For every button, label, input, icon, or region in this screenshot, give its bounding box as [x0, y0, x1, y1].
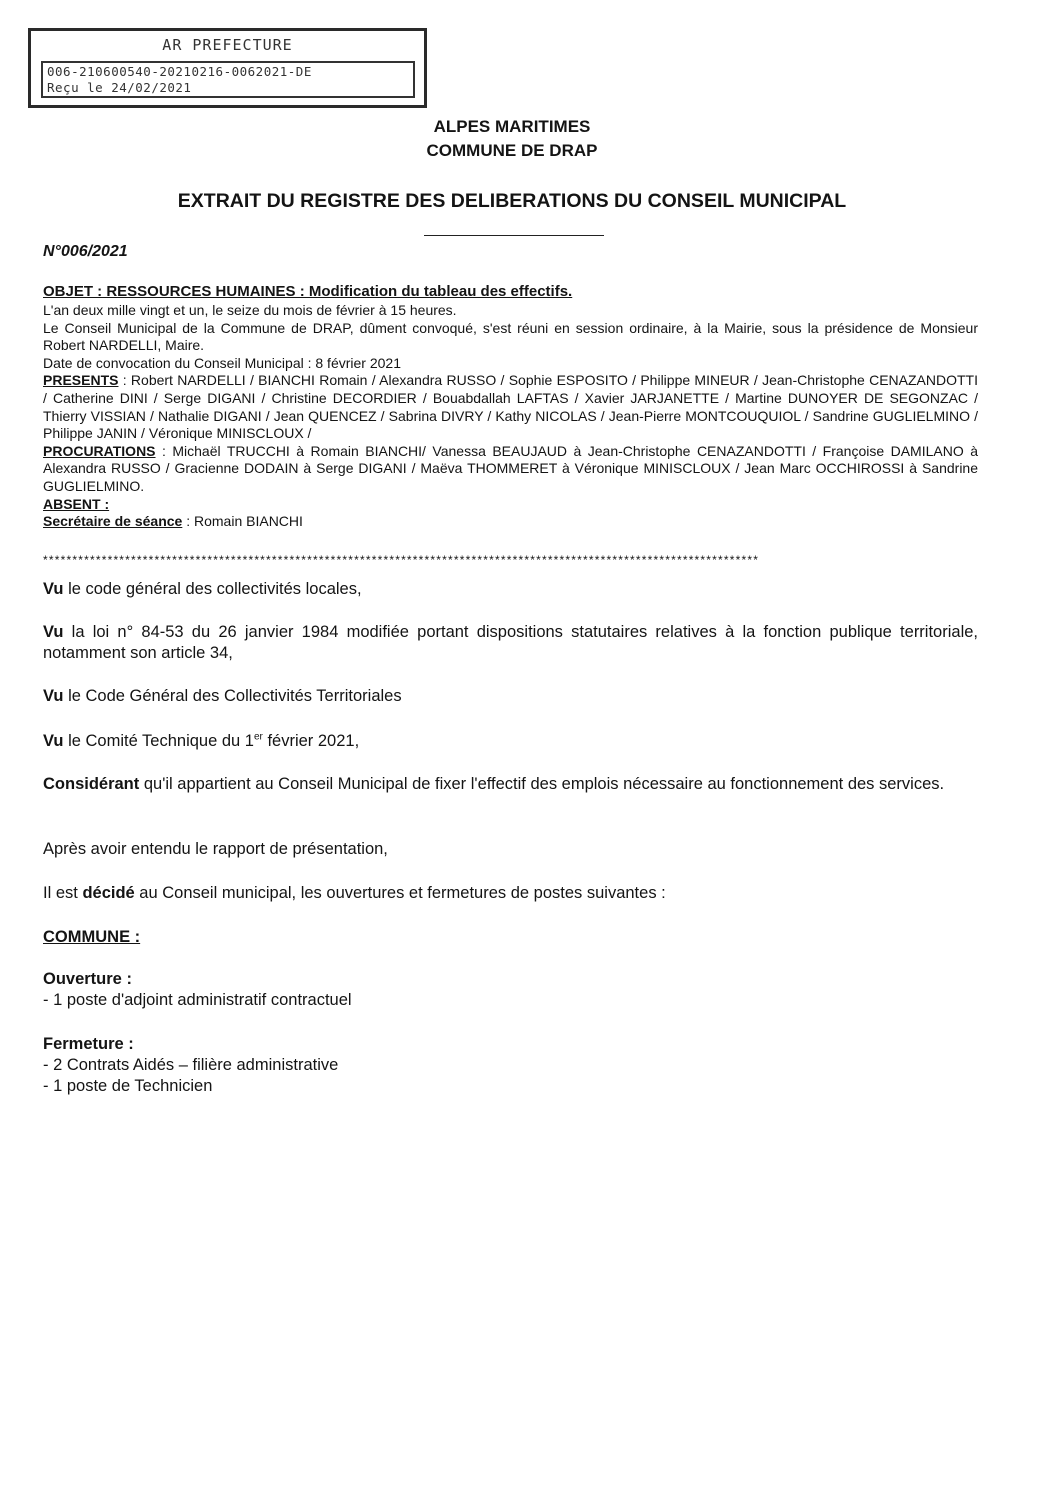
- fermeture-section: [43, 1034, 978, 1097]
- separator-line: **************************************************************************************************************************: [43, 553, 760, 567]
- presents-label: PRESENTS: [43, 372, 119, 389]
- decision-keyword: décidé: [82, 884, 135, 902]
- fermeture-item: - 1 poste de Technicien: [43, 1077, 213, 1095]
- ordinal-suffix: er: [253, 731, 263, 743]
- deliberation-number: N°006/2021: [43, 243, 128, 260]
- commune-heading: COMMUNE DE DRAP: [426, 141, 598, 160]
- decision-text: au Conseil municipal, les ouvertures et fermetures de postes suivantes :: [134, 884, 666, 902]
- ouverture-section: [43, 969, 978, 1011]
- absent-label: ABSENT :: [43, 495, 110, 512]
- procurations-label: PROCURATIONS: [43, 442, 156, 459]
- vu-keyword: Vu: [43, 687, 64, 705]
- vu-text: le code général des collectivités locales,: [63, 580, 362, 598]
- vu-paragraph-4: [43, 731, 978, 752]
- vu-keyword: Vu: [43, 580, 64, 598]
- stamp-title: AR PREFECTURE: [162, 36, 293, 54]
- considerant-keyword: Considérant: [43, 775, 140, 793]
- vu-paragraph-2: [43, 622, 978, 664]
- vu-keyword: Vu: [43, 623, 64, 641]
- vu-keyword: Vu: [43, 732, 64, 750]
- session-intro: [43, 302, 978, 531]
- vu-text-end: février 2021,: [262, 732, 360, 750]
- fermeture-item: - 2 Contrats Aidés – filière administrative: [43, 1056, 339, 1074]
- commune-section-heading: COMMUNE :: [43, 928, 141, 946]
- secretaire-label: Secrétaire de séance: [43, 513, 183, 530]
- stamp-reference: 006-210600540-20210216-0062021-DE: [47, 64, 312, 79]
- procurations-list: : Michaël TRUCCHI à Romain BIANCHI/ Vanessa BEAUJAUD à Jean-Christophe CENAZANDOTTI / Françoise DAMILANO à Alexandra RUSSO / Gracienne DODAIN à Serge DIGANI / Maëva THOMMERET à Véronique MINISCLOUX / Jean Marc OCCHIROSSI à Sandrine GUGLIELMINO.: [43, 442, 978, 494]
- vu-text: le Code Général des Collectivités Territoriales: [63, 687, 402, 705]
- decision-paragraph: [43, 883, 978, 904]
- presents-list: : Robert NARDELLI / BIANCHI Romain / Alexandra RUSSO / Sophie ESPOSITO / Philippe MINEUR / Jean-Christophe CENAZANDOTTI / Catherine DINI / Serge DIGANI / Christine DECORDIER / Bouabdallah LAFTAS / Xavier JARJANETTE / Martine DUNOYER DE SEGONZAC / Thierry VISSIAN / Nathalie DIGANI / Jean QUENCEZ / Sabrina DIVRY / Kathy NICOLAS / Jean-Pierre MONTCOUQUIOL / Sandrine GUGLIELMINO / Philippe JANIN / Véronique MINISCLOUX /: [43, 372, 978, 442]
- department-heading: ALPES MARITIMES: [433, 117, 591, 136]
- fermeture-heading: Fermeture :: [43, 1035, 134, 1053]
- stamp-reference-box: [41, 61, 415, 98]
- prefecture-stamp: [28, 28, 427, 108]
- decision-pre: Il est: [43, 884, 83, 902]
- title-divider: [424, 235, 604, 236]
- vu-paragraph-3: [43, 686, 978, 707]
- secretaire-line: [43, 513, 978, 531]
- session-convocation: Le Conseil Municipal de la Commune de DRAP, dûment convoqué, s'est réuni en session ordinaire, à la Mairie, sous la présidence de Monsieur Robert NARDELLI, Maire.: [43, 319, 978, 354]
- convocation-date: Date de convocation du Conseil Municipal : 8 février 2021: [43, 354, 401, 371]
- vu-text: la loi n° 84-53 du 26 janvier 1984 modifiée portant dispositions statutaires relatives à la fonction publique territoriale, notamment son article 34,: [43, 623, 978, 662]
- vu-paragraph-1: [43, 579, 978, 600]
- rapport-paragraph: Après avoir entendu le rapport de présentation,: [43, 840, 388, 858]
- presents-paragraph: [43, 372, 978, 442]
- considerant-paragraph: [43, 774, 978, 795]
- vu-text: le Comité Technique du 1: [63, 732, 254, 750]
- objet-line: OBJET : RESSOURCES HUMAINES : Modification du tableau des effectifs.: [43, 283, 573, 300]
- ouverture-item: - 1 poste d'adjoint administratif contractuel: [43, 991, 352, 1009]
- session-date: L'an deux mille vingt et un, le seize du mois de février à 15 heures.: [43, 302, 457, 318]
- stamp-received-date: Reçu le 24/02/2021: [47, 80, 192, 95]
- procurations-paragraph: [43, 443, 978, 496]
- document-title: EXTRAIT DU REGISTRE DES DELIBERATIONS DU CONSEIL MUNICIPAL: [177, 190, 847, 212]
- ouverture-heading: Ouverture :: [43, 970, 132, 988]
- considerant-text: qu'il appartient au Conseil Municipal de fixer l'effectif des emplois nécessaire au fonctionnement des services.: [139, 775, 945, 793]
- secretaire-name: : Romain BIANCHI: [182, 513, 303, 530]
